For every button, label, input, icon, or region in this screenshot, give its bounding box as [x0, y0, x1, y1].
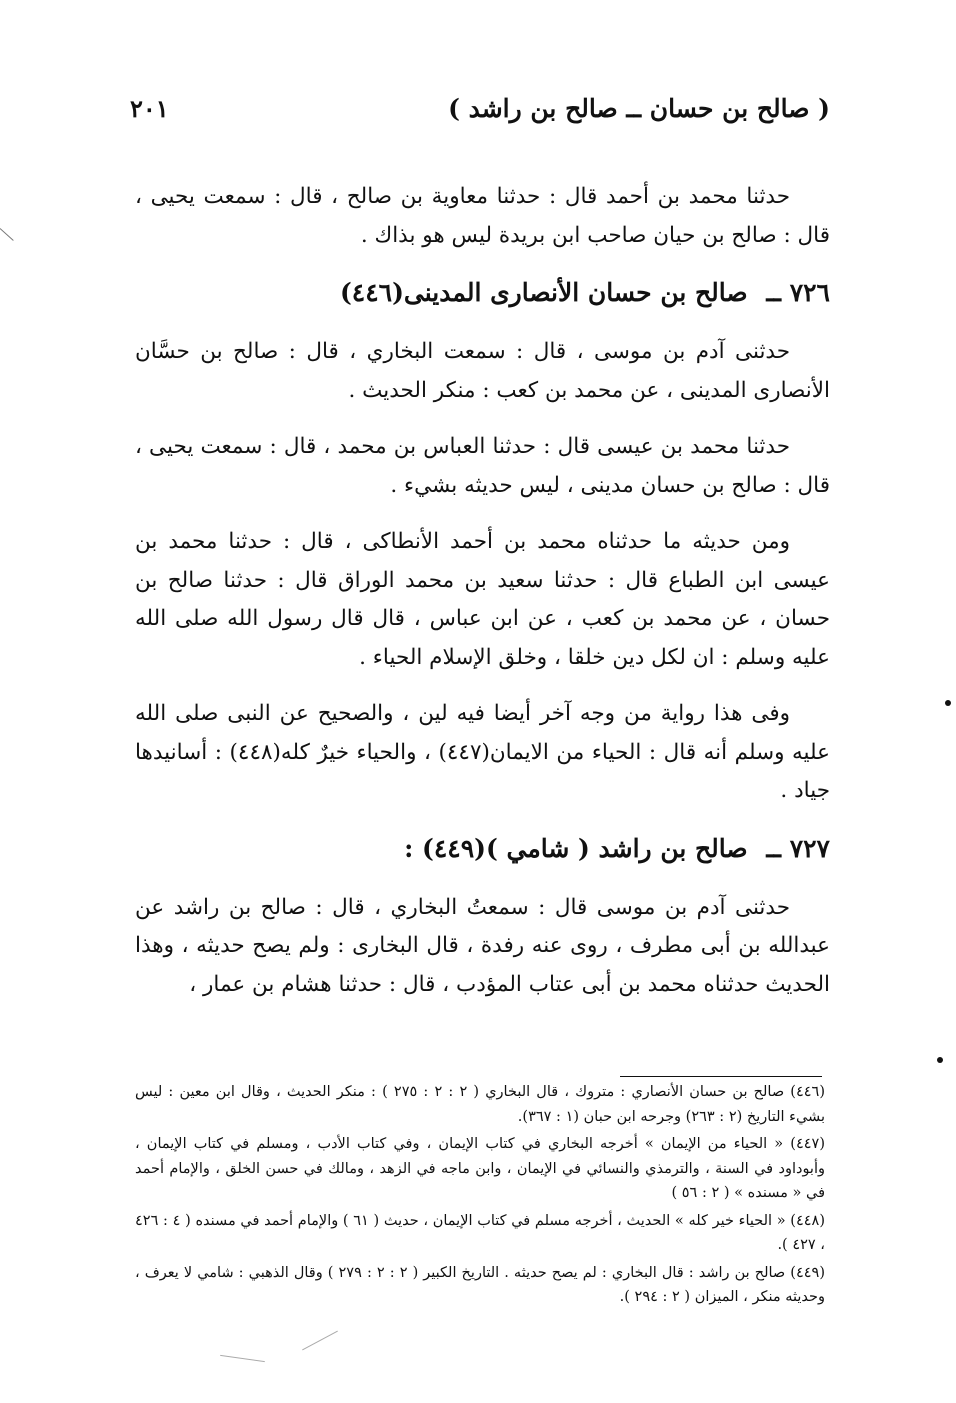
scan-margin-mark	[0, 228, 14, 241]
main-text	[135, 178, 830, 1022]
scan-mark	[302, 1331, 338, 1351]
paragraph: حدثنا محمد بن أحمد قال : حدثنا معاوية بن صالح ، قال : سمعت يحيى ، قال : صالح بن حيان صاحب ابن بريدة ليس هو بذاك .	[135, 184, 830, 248]
page-number: ٢٠١	[130, 93, 169, 123]
paragraph: حدثنى آدم بن موسى قال : سمعتُ البخاري ، قال : صالح بن راشد عن عبدالله بن أبى مطرف ، روى عنه رفدة ، قال البخارى : ولم يصح حديثه ، وهذا الحديث حدثناه محمد بن أبى عتاب المؤدب ، قال : حدثنا هشام بن عمار ،	[135, 894, 830, 997]
entry-number: ٧٢٧ ــ	[766, 833, 830, 863]
paragraph: ومن حديثه ما حدثناه محمد بن أحمد الأنطاكى ، قال : حدثنا محمد بن عيسى ابن الطباع قال : حدثنا سعيد بن محمد الوراق قال : حدثنا صالح بن حسان ، عن محمد بن كعب ، عن ابن عباس ، قال قال رسول الله صلى الله عليه وسلم : ان لكل دين خلقا ، وخلق الإسلام الحياء .	[135, 529, 830, 670]
running-title: ( صالح بن حسان ــ صالح بن راشد )	[448, 93, 830, 123]
footnote-446: (٤٤٦) صالح بن حسان الأنصاري : متروك ، قال البخاري ( ٢ : ٢ : ٢٧٥ ) : منكر الحديث ، وقال ابن معين : ليس بشيء التاريخ (٢ : ٢٦٣) وجرحه ابن حبان (١ : ٣٦٧).	[135, 1084, 825, 1125]
paragraph: حدثنى آدم بن موسى ، قال : سمعت البخاري ، قال : صالح بن حسَّان الأنصارى المدينى ، عن محمد بن كعب : منكر الحديث .	[135, 339, 830, 403]
entry-number: ٧٢٦ ــ	[766, 278, 830, 307]
footnote-447: (٤٤٧) « الحياء من الإيمان » أخرجه البخاري في كتاب الإيمان ، وفي كتاب الأدب ، ومسلم في كتاب الإيمان ، وأبوداود في السنة ، والترمذي والنسائي في الإيمان ، وابن ماجه في الزهد ، ومالك في حسن الخلق ، والإمام أحمد في « مسنده » ( ٢ : ٥٦ )	[135, 1136, 825, 1201]
scan-speck	[937, 1057, 943, 1063]
scan-speck	[945, 700, 951, 706]
entry-heading-727	[135, 829, 830, 869]
entry-title: صالح بن راشد ( شامي )(٤٤٩) :	[404, 833, 748, 863]
page-header	[130, 86, 830, 130]
footnote-448: (٤٤٨) « الحياء خير كله » الحديث ، أخرجه مسلم في كتاب الإيمان ، حديث ( ٦١ ) والإمام أحمد في مسنده ( ٤ : ٤٢٦ ، ٤٢٧ ).	[135, 1212, 825, 1253]
entry-heading-726	[135, 273, 830, 313]
paragraph: وفى هذا رواية من وجه آخر أيضا فيه لين ، والصحيح عن النبى صلى الله عليه وسلم أنه قال : الحياء من الايمان(٤٤٧) ، والحياء خيرٌ كله(٤٤٨) : أسانيدها جياد .	[135, 701, 830, 803]
footnote-separator	[620, 1076, 822, 1077]
paragraph: حدثنا محمد بن عيسى قال : حدثنا العباس بن محمد ، قال : سمعت يحيى ، قال : صالح بن حسان مدينى ، ليس حديثه بشيء .	[135, 434, 830, 498]
entry-title: صالح بن حسان الأنصارى المدينى(٤٤٦)	[339, 278, 748, 307]
footnote-449: (٤٤٩) صالح بن راشد : قال البخاري : لم يصح حديثه . التاريخ الكبير ( ٢ : ٢ : ٢٧٩ ) وقال الذهبي : شامي لا يعرف ، وحديثه منكر ، الميزان ( ٢ : ٢٩٤ ).	[135, 1264, 826, 1305]
footnotes	[135, 1080, 825, 1313]
scan-mark	[220, 1355, 265, 1362]
